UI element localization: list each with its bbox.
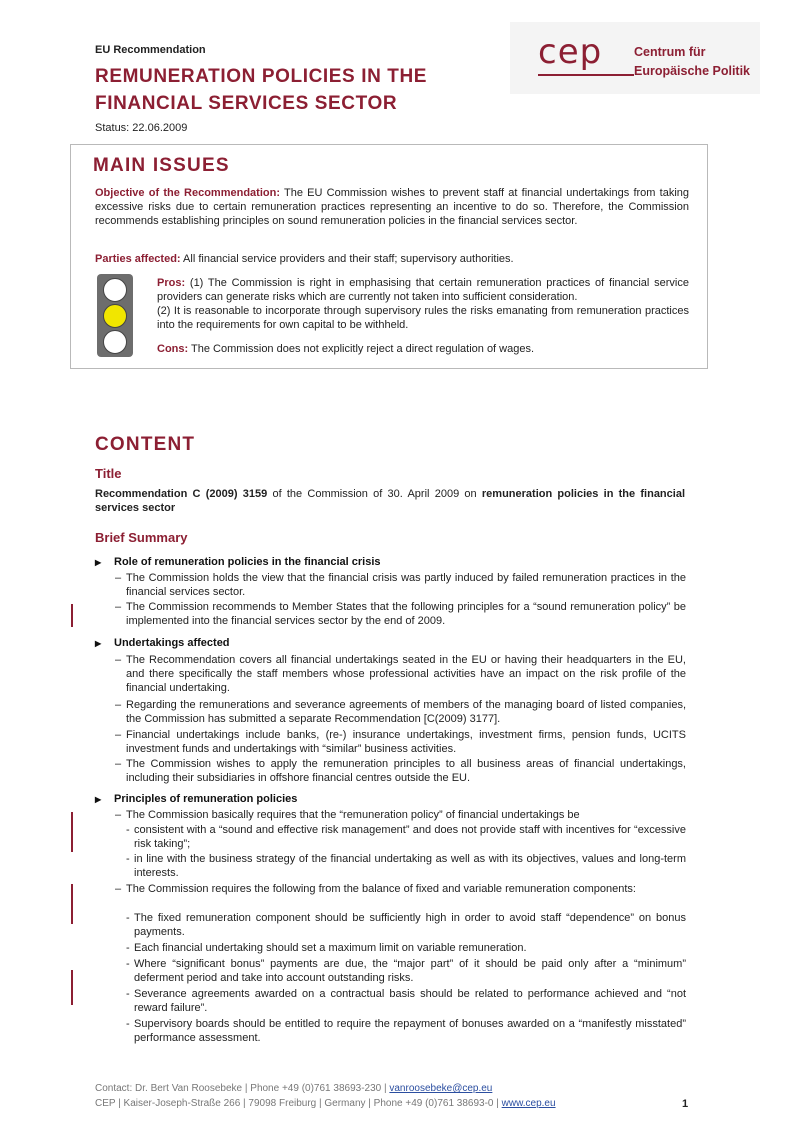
brief-summary-heading: Brief Summary [95,530,188,545]
list-item: – The Commission holds the view that the financial crisis was partly induced by failed remuneration practices in the financial services sector. [115,572,686,598]
cons-text: The Commission does not explicitly reject a direct regulation of wages. [188,343,535,355]
main-issues-box [70,144,708,369]
list-item: – The Commission recommends to Member States that the following principles for a “sound remuneration policy” be implemented into the financial services sector by the end of 2009. [115,601,686,627]
change-marker-bar [71,812,73,852]
sub-list-item: - in line with the business strategy of the financial undertaking as well as with its objectives, values and long-term interests. [126,853,686,879]
pros-label: Pros: [157,277,186,289]
sub-list-item: - Each financial undertaking should set a maximum limit on variable remuneration. [126,942,527,954]
document-type: EU Recommendation [95,44,206,56]
list-item: – Regarding the remunerations and severance agreements of members of the managing board of listed companies, the Commission has submitted a separate Recommendation [C(2009) 3177]. [115,699,686,725]
sub-list-item: - The fixed remuneration component should be sufficiently high in order to avoid staff “dependence” on bonus payments. [126,912,686,938]
section-heading-undertakings: ▶ Undertakings affected [95,637,230,649]
title-heading: Title [95,466,122,481]
sub-list-item: - Severance agreements awarded on a contractual basis should be related to performance achieved and “not reward failure”. [126,988,686,1014]
main-issues-heading: MAIN ISSUES [93,155,230,176]
footer-address: CEP | Kaiser-Joseph-Straße 266 | 79098 Freiburg | Germany | Phone +49 (0)761 38693-0 | www.cep.eu [95,1098,556,1109]
logo-name-line1: Centrum für [634,45,706,59]
change-marker-bar [71,884,73,924]
bullet-arrow-icon: ▶ [95,558,102,567]
cons-label: Cons: [157,343,189,355]
title-mid-text: of the Commission of 30. April 2009 on [267,488,482,500]
list-item: – Financial undertakings include banks, (re-) insurance undertakings, investment firms, pension funds, UCITS investment funds and undertakings with “similar” business activities. [115,729,686,755]
list-item: – The Recommendation covers all financial undertakings seated in the EU or having their headquarters in the EU, and there specifically the staff members whose professional activities have an impact on the risk profile of the financial undertaking. [115,654,686,694]
traffic-light-icon [97,274,133,357]
change-marker-bar [71,970,73,1005]
list-item: – The Commission wishes to apply the remuneration principles to all business areas of financial undertakings, including their subsidiaries in offshore financial centres outside the EU. [115,758,686,784]
traffic-light-top-lamp [103,278,127,302]
title-subject: remuneration policies in the financial services sector [95,488,686,514]
cep-logo [510,22,760,94]
list-item: – The Commission basically requires that the “remuneration policy” of financial undertakings be [115,809,580,821]
document-title: REMUNERATION POLICIES IN THE FINANCIAL SERVICES SECTOR [95,66,428,114]
pros-text-2: (2) It is reasonable to incorporate through supervisory rules the risks emanating from remuneration practices into the requirements for own capital to be withheld. [157,305,689,331]
logo-mark: cep [538,32,603,72]
logo-name-line2: Europäische Politik [634,64,751,78]
footer-contact: Contact: Dr. Bert Van Roosebeke | Phone +49 (0)761 38693-230 | vanroosebeke@cep.eu [95,1083,493,1094]
content-heading: CONTENT [95,434,196,455]
bullet-arrow-icon: ▶ [95,639,102,648]
cons-paragraph [157,342,689,356]
list-item: – The Commission requires the following from the balance of fixed and variable remuneration components: [115,883,636,895]
logo-underline [538,74,634,76]
objective-paragraph [95,186,689,228]
page-number: 1 [682,1098,689,1110]
bullet-arrow-icon: ▶ [95,795,102,804]
parties-text: All financial service providers and their staff; supervisory authorities. [180,253,514,265]
parties-label: Parties affected: [95,253,181,265]
website-link[interactable]: www.cep.eu [501,1098,556,1109]
section-heading-principles: ▶ Principles of remuneration policies [95,793,298,805]
section-heading-role: ▶ Role of remuneration policies in the financial crisis [95,556,381,568]
parties-paragraph [95,252,689,266]
traffic-light-middle-lamp [103,304,127,328]
pros-paragraph [157,276,689,332]
objective-label: Objective of the Recommendation: [95,187,280,199]
logo-name [634,43,760,81]
title-paragraph [95,487,685,515]
change-marker-bar [71,604,73,627]
traffic-light-bottom-lamp [103,330,127,354]
sub-list-item: - consistent with a “sound and effective risk management” and does not provide staff with incentives for “excessive risk taking”; [126,824,686,850]
objective-text: The EU Commission wishes to prevent staff at financial undertakings from taking excessive risks due to certain remuneration practices representing an incentive to do so. Therefore, the Commission recommends establishing principles on sound remuneration policies in the financial services sector. [95,187,690,227]
sub-list-item: - Supervisory boards should be entitled to require the repayment of bonuses awarded on a “manifestly misstated” performance assessment. [126,1018,686,1044]
sub-list-item: - Where “significant bonus” payments are due, the “major part” of it should be paid only after a “minimum” deferment period and take into account outstanding risks. [126,958,686,984]
pros-text-1: (1) The Commission is right in emphasising that certain remuneration practices of financial service providers can generate risks which are currently not taken into sufficient consideration. [157,277,689,303]
contact-email-link[interactable]: vanroosebeke@cep.eu [389,1083,493,1094]
document-status: Status: 22.06.2009 [95,122,188,134]
title-recommendation-id: Recommendation C (2009) 3159 [95,488,268,500]
